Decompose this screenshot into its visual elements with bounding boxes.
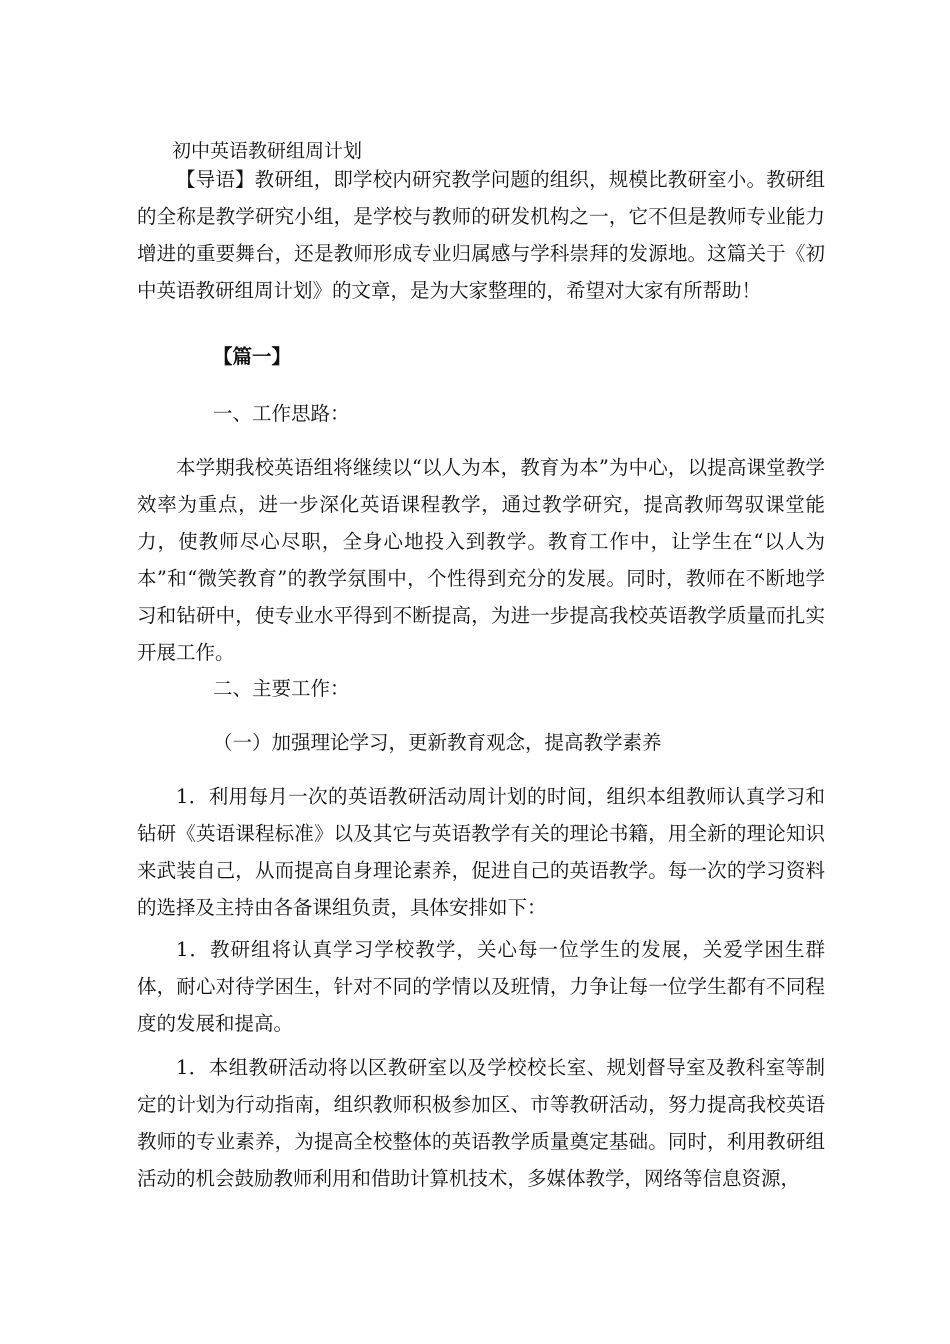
sub-heading-theory: （一）加强理论学习，更新教育观念，提高教学素养 — [213, 731, 662, 754]
heading-main-work: 二、主要工作： — [213, 677, 350, 700]
document-title: 初中英语教研组周计划 — [172, 140, 363, 162]
item-student-care: 1．教研组将认真学习学校教学，关心每一位学生的发展，关爱学困生群体，耐心对待学困生，针对不同的学情以及班情，力争让每一位学生都有不同程度的发展和提高。 — [137, 938, 825, 1035]
intro-paragraph: 【导语】教研组，即学校内研究教学问题的组织，规模比教研室小。教研组的全称是教学研究小组，是学校与教师的研发机构之一，它不但是教师专业能力增进的重要舞台，还是教师形成专业归属感与学科崇拜的发源地。这篇关于《初中英语教研组周计划》的文章，是为大家整理的，希望对大家有所帮助！ — [137, 168, 825, 302]
heading-work-ideas: 一、工作思路： — [213, 402, 350, 425]
item-theory-study: 1．利用每月一次的英语教研活动周计划的时间，组织本组教师认真学习和钻研《英语课程标准》以及其它与英语教学有关的理论书籍，用全新的理论知识来武装自己，从而提高自身理论素养，促进自己的英语教学。每一次的学习资料的选择及主持由各备课组负责，具体安排如下： — [137, 785, 825, 919]
section-label: 【篇一】 — [213, 345, 292, 368]
work-ideas-paragraph: 本学期我校英语组将继续以“以人为本，教育为本”为中心，以提高课堂教学效率为重点，进一步深化英语课程教学，通过教学研究，提高教师驾驭课堂能力，使教师尽心尽职，全身心地投入到教学。教育工作中，让学生在“以人为本”和“微笑教育”的教学氛围中，个性得到充分的发展。同时，教师在不断地学习和钻研中，使专业水平得到不断提高，为进一步提高我校英语教学质量而扎实开展工作。 — [137, 456, 825, 664]
item-teaching-research: 1．本组教研活动将以区教研室以及学校校长室、规划督导室及教科室等制定的计划为行动指南，组织教师积极参加区、市等教研活动，努力提高我校英语教师的专业素养，为提高全校整体的英语教学质量奠定基础。同时，利用教研组活动的机会鼓励教师利用和借助计算机技术，多媒体教学，网络等信息资源， — [137, 1056, 825, 1190]
